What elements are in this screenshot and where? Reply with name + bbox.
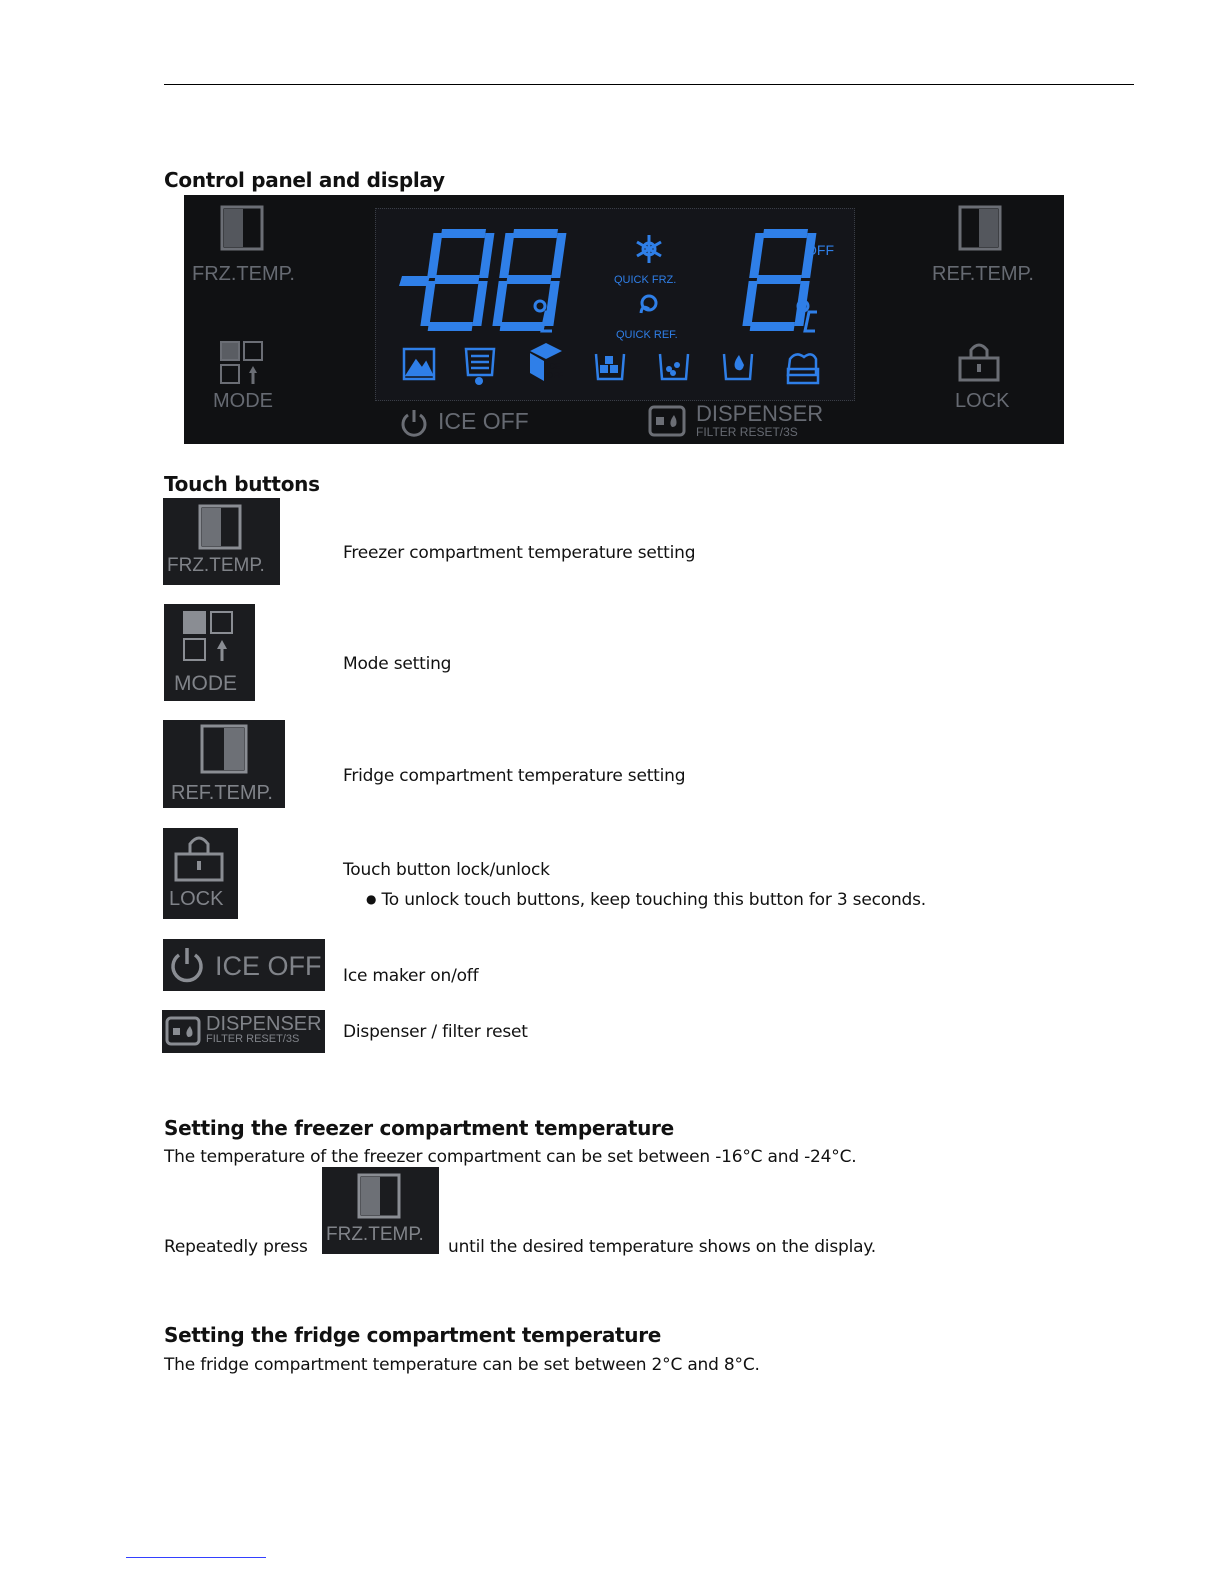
lock-icon <box>173 832 225 884</box>
panel-frz-temp-button[interactable] <box>192 203 295 288</box>
frz-temp-label: FRZ.TEMP. <box>192 263 295 285</box>
mode-icon <box>219 340 267 386</box>
bullet: ● <box>366 892 377 906</box>
press-after-text: until the desired temperature shows on the display. <box>448 1237 876 1257</box>
ice-icon-text-2: OFF <box>547 371 563 380</box>
ref-temp-label: REF.TEMP. <box>932 263 1034 285</box>
mode-description: Mode setting <box>343 654 452 674</box>
frz-temp-button-inline[interactable] <box>322 1167 439 1254</box>
ref-temp-label: REF.TEMP. <box>171 782 273 804</box>
heading-freezer-setting: Setting the freezer compartment temperature <box>164 1116 674 1140</box>
frz-temp-button[interactable] <box>163 498 280 585</box>
door-icon <box>958 205 1002 251</box>
frz-temp-label: FRZ.TEMP. <box>167 555 265 576</box>
dispenser-label: DISPENSER <box>206 1013 322 1035</box>
panel-ref-temp-button[interactable] <box>932 203 1032 288</box>
heading-fridge-setting: Setting the fridge compartment temperature <box>164 1323 662 1347</box>
filter-reset-label: FILTER RESET/3S <box>696 425 798 439</box>
lock-note-text: To unlock touch buttons, keep touching this button for 3 seconds. <box>381 890 926 910</box>
ice-off-button[interactable] <box>163 939 325 991</box>
heading-touch-buttons: Touch buttons <box>164 472 320 496</box>
dispenser-description: Dispenser / filter reset <box>343 1022 528 1042</box>
frz-temp-label: FRZ.TEMP. <box>326 1224 424 1245</box>
power-icon <box>398 407 430 439</box>
power-icon <box>167 945 207 985</box>
door-icon <box>200 724 248 774</box>
off-label: OFF <box>806 242 834 258</box>
header-rule <box>164 84 1134 85</box>
door-icon <box>220 205 264 251</box>
panel-dispenser-button[interactable] <box>646 401 846 441</box>
lcd-display <box>375 208 855 401</box>
panel-mode-button[interactable] <box>204 335 284 415</box>
mode-button[interactable] <box>164 604 255 701</box>
mode-label: MODE <box>174 672 237 695</box>
panel-ice-off-button[interactable] <box>396 405 546 439</box>
door-icon <box>357 1173 401 1219</box>
quick-ref-label: QUICK REF. <box>616 329 678 341</box>
ref-temp-button[interactable] <box>163 720 285 808</box>
frz-temp-description: Freezer compartment temperature setting <box>343 543 696 563</box>
quick-frz-label: QUICK FRZ. <box>614 274 677 286</box>
footer-rule <box>126 1557 266 1558</box>
ice-off-label: ICE OFF <box>438 408 529 434</box>
lock-label: LOCK <box>955 390 1010 412</box>
mode-icon <box>182 610 238 664</box>
dispenser-icon <box>165 1016 203 1048</box>
ice-off-label: ICE OFF <box>215 951 322 981</box>
control-panel-display <box>184 195 1064 444</box>
dispenser-button[interactable] <box>162 1010 325 1053</box>
lock-button[interactable] <box>163 828 238 919</box>
ice-off-description: Ice maker on/off <box>343 966 479 986</box>
door-icon <box>198 504 242 550</box>
panel-lock-button[interactable] <box>949 340 1019 415</box>
mode-label: MODE <box>213 390 273 412</box>
lock-icon <box>957 340 1001 384</box>
fridge-range-text: The fridge compartment temperature can be set between 2°C and 8°C. <box>164 1355 760 1375</box>
press-before-text: Repeatedly press <box>164 1237 308 1257</box>
lcd-segments <box>376 209 854 400</box>
lock-note <box>366 890 926 910</box>
lock-description: Touch button lock/unlock <box>343 860 550 880</box>
heading-control-panel: Control panel and display <box>164 168 445 192</box>
ref-temp-description: Fridge compartment temperature setting <box>343 766 686 786</box>
ice-icon-text-1: ICE <box>547 362 561 371</box>
dispenser-icon <box>648 405 688 439</box>
freezer-range-text: The temperature of the freezer compartment can be set between -16°C and -24°C. <box>164 1147 857 1167</box>
lock-label: LOCK <box>169 888 224 910</box>
filter-reset-label: FILTER RESET/3S <box>206 1033 300 1045</box>
dispenser-label: DISPENSER <box>696 401 824 426</box>
